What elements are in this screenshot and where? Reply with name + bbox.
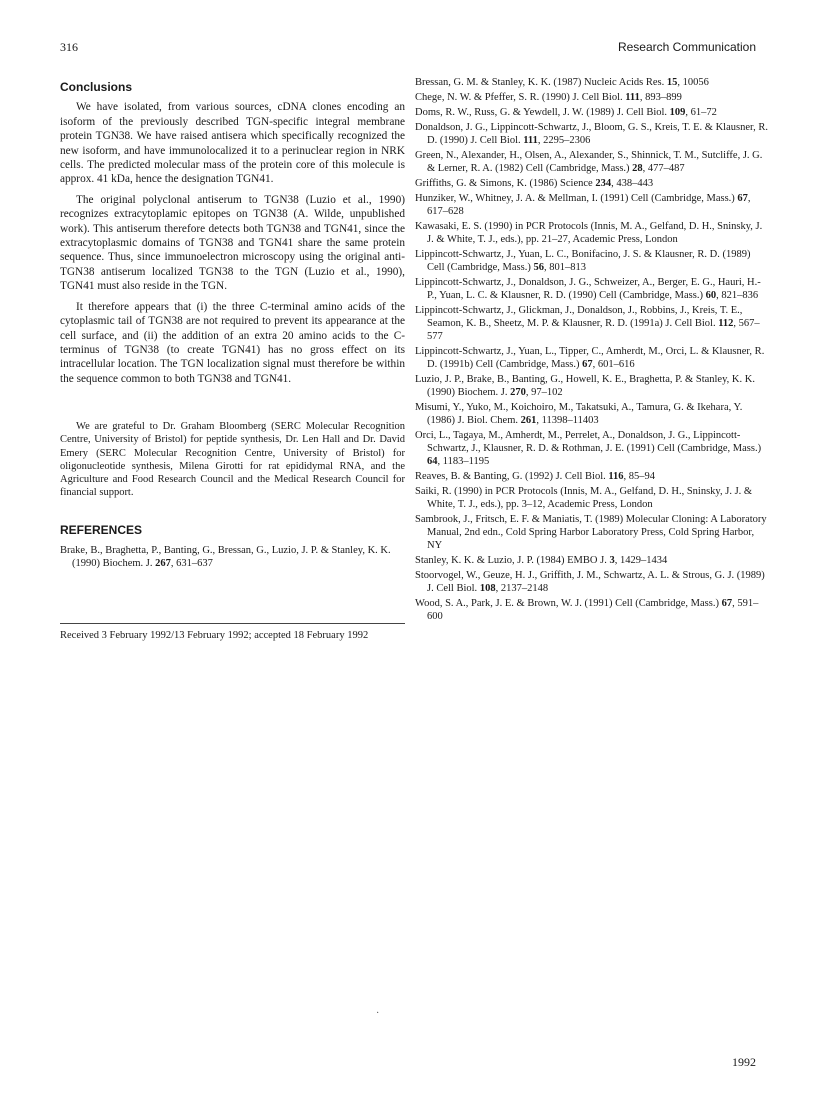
reference-pages: 2137–2148 [500, 583, 549, 594]
reference-text: Green, N., Alexander, H., Olsen, A., Alexander, S., Shinnick, T. M., Sutcliffe, J. G. & Lerner, R. A. (1982) Cell (Cambridge, Mass.) [415, 150, 763, 174]
reference-entry: Luzio, J. P., Brake, B., Banting, G., Howell, K. E., Braghetta, P. & Stanley, K. K. (1990) Biochem. J. 270, 97–102 [415, 374, 755, 398]
reference-entry: Griffiths, G. & Simons, K. (1986) Science 234, 438–443 [415, 178, 654, 189]
reference-text: Bressan, G. M. & Stanley, K. K. (1987) Nucleic Acids Res. [415, 77, 665, 88]
reference-pages: 1429–1434 [619, 555, 668, 566]
stray-mark: · [376, 1008, 380, 1019]
conclusions-heading: Conclusions [60, 80, 133, 94]
references-left [60, 544, 405, 570]
reference-volume: 56 [533, 262, 544, 273]
reference-entry: Orci, L., Tagaya, M., Amherdt, M., Perrelet, A., Donaldson, J. G., Lippincott-Schwartz, J., Klausner, R. D. & Rothman, J. E. (1991) Cell (Cambridge, Mass.) 64, 1183–1195 [415, 430, 762, 467]
reference-volume: 15 [666, 77, 678, 88]
reference-volume: 64 [427, 456, 438, 467]
reference-text: Griffiths, G. & Simons, K. (1986) Science [415, 178, 593, 189]
reference-pages: 85–94 [628, 471, 656, 482]
reference-entry [415, 513, 770, 552]
reference-entry: Wood, S. A., Park, J. E. & Brown, W. J. (1991) Cell (Cambridge, Mass.) 67, 591–600 [415, 598, 759, 622]
reference-pages: 601–616 [597, 359, 635, 370]
reference-entry: Lippincott-Schwartz, J., Yuan, L. C., Bonifacino, J. S. & Klausner, R. D. (1989) Cell (Cambridge, Mass.) 56, 801–813 [415, 249, 751, 273]
reference-entry: Stoorvogel, W., Geuze, H. J., Griffith, J. M., Schwartz, A. L. & Strous, G. J. (1989) J. Cell Biol. 108, 2137–2148 [415, 570, 765, 594]
reference-pages: 1183–1195 [442, 456, 490, 467]
reference-entry [415, 485, 770, 511]
footer-year: 1992 [732, 1055, 756, 1069]
reference-pages: 2295–2306 [543, 135, 591, 146]
reference-entry: Lippincott-Schwartz, J., Glickman, J., Donaldson, J., Robbins, J., Kreis, T. E., Seamon, K. B., Sheetz, M. P. & Klausner, R. D. (1991a) J. Cell Biol. 112, 567–577 [415, 305, 760, 342]
references-heading: REFERENCES [60, 523, 143, 538]
reference-volume: 234 [595, 178, 612, 189]
reference-volume: 3 [609, 555, 615, 566]
acknowledgement: We are grateful to Dr. Graham Bloomberg (SERC Molecular Recognition Centre, University of Bristol) for peptide synthesis, Dr. Len Hall and Dr. David Emery (SERC Molecular Recognition Centre, University of Bristol) for oligonucleotide synthesis, Milena Girotti for rat epididymal RNA, and the Agriculture and Food Research Council and the Medical Research Council for financial support. [60, 421, 405, 499]
reference-pages: 821–836 [721, 290, 759, 301]
reference-entry: Donaldson, J. G., Lippincott-Schwartz, J., Bloom, G. S., Kreis, T. E. & Klausner, R. D. (1990) J. Cell Biol. 111, 2295–2306 [415, 122, 768, 146]
reference-text: Lippincott-Schwartz, J., Yuan, L. C., Bonifacino, J. S. & Klausner, R. D. (1989) Cell (Cambridge, Mass.) [415, 249, 751, 273]
conclusions-paragraph-2: The original polyclonal antiserum to TGN38 (Luzio et al., 1990) recognizes extracytoplamic epitopes on TGN38 (A. Wilde, unpublished work). This antiserum therefore detects both TGN38 and TGN41, since the extracytoplasmic domains of TGN38 and TGN41 share the same protein sequence. Thus, since immunoelectron microscopy using the original anti-TGN38 antiserum localized TGN38 to the TGN (Luzio et al., 1990), TGN41 must also reside in the TGN. [60, 193, 405, 293]
reference-volume: 108 [479, 583, 496, 594]
conclusions-paragraph-3: It therefore appears that (i) the three C-terminal amino acids of the cytoplasmic tail of TGN38 are not required to prevent its appearance at the cell surface, and (ii) the addition of an extra 20 amino acids to the C-terminus of TGN38 (to create TGN41) has no gross effect on its intracellular location. The TGN localization signal must therefore be within the sequence common to both TGN38 and TGN41. [60, 300, 405, 385]
running-title: Research Communication [617, 40, 756, 54]
reference-volume: 67 [721, 598, 733, 609]
reference-volume: 67 [582, 359, 593, 370]
reference-entry: Lippincott-Schwartz, J., Yuan, L., Tipper, C., Amherdt, M., Orci, L. & Klausner, R. D. (1991b) Cell (Cambridge, Mass.) 67, 601–616 [415, 346, 765, 370]
reference-text: Hunziker, W., Whitney, J. A. & Mellman, I. (1991) Cell (Cambridge, Mass.) [415, 193, 735, 204]
reference-pages: 438–443 [616, 178, 654, 189]
reference-pages: 567–577 [427, 318, 760, 342]
divider [60, 623, 405, 624]
reference-entry: Hunziker, W., Whitney, J. A. & Mellman, I. (1991) Cell (Cambridge, Mass.) 67, 617–628 [415, 193, 751, 217]
reference-text: Lippincott-Schwartz, J., Donaldson, J. G., Schweizer, A., Berger, E. G., Hauri, H.-P., Yuan, L. C. & Klausner, R. D. (1990) Cell (Cambridge, Mass.) [415, 277, 761, 301]
references-right [415, 76, 770, 623]
reference-text: Saiki, R. (1990) in PCR Protocols (Innis, M. A., Gelfand, D. H., Sninsky, J. J. & White, T. J., eds.), pp. 3–12, Academic Press, London [415, 486, 753, 510]
reference-text: Kawasaki, E. S. (1990) in PCR Protocols (Innis, M. A., Gelfand, D. H., Sninsky, J. J. & White, T. J., eds.), pp. 21–27, Academic Press, London [415, 221, 763, 245]
reference-volume: 28 [632, 163, 643, 174]
reference-text: Orci, L., Tagaya, M., Amherdt, M., Perrelet, A., Donaldson, J. G., Lippincott-Schwartz, J., Klausner, R. D. & Rothman, J. E. (1991) Cell (Cambridge, Mass.) [415, 430, 762, 454]
reference-pages: 801–813 [549, 262, 586, 273]
reference-entry: Green, N., Alexander, H., Olsen, A., Alexander, S., Shinnick, T. M., Sutcliffe, J. G. & Lerner, R. A. (1982) Cell (Cambridge, Mass.) 28, 477–487 [415, 150, 763, 174]
reference-volume: 112 [718, 318, 734, 329]
reference-volume: 111 [625, 92, 640, 103]
reference-entry: Reaves, B. & Banting, G. (1992) J. Cell Biol. 116, 85–94 [415, 471, 656, 482]
reference-volume: 67 [737, 193, 748, 204]
page-number: 316 [60, 40, 78, 54]
reference-text: Lippincott-Schwartz, J., Yuan, L., Tipper, C., Amherdt, M., Orci, L. & Klausner, R. D. (1991b) Cell (Cambridge, Mass.) [415, 346, 765, 370]
reference-text: Stanley, K. K. & Luzio, J. P. (1984) EMBO J. [415, 555, 607, 566]
reference-volume: 109 [669, 107, 686, 118]
reference-text: Chege, N. W. & Pfeffer, S. R. (1990) J. Cell Biol. [415, 92, 623, 103]
reference-text: Sambrook, J., Fritsch, E. F. & Maniatis, T. (1989) Molecular Cloning: A Laboratory Manual, 2nd edn., Cold Spring Harbor Laboratory Press, Cold Spring Harbor, NY [415, 514, 767, 551]
reference-text: Doms, R. W., Russ, G. & Yewdell, J. W. (1989) J. Cell Biol. [415, 107, 668, 118]
reference-entry: Misumi, Y., Yuko, M., Koichoiro, M., Takatsuki, A., Tamura, G. & Ikehara, Y. (1986) J. Biol. Chem. 261, 11398–11403 [415, 402, 743, 426]
reference-pages: 61–72 [690, 107, 717, 118]
reference-text: Lippincott-Schwartz, J., Glickman, J., Donaldson, J., Robbins, J., Kreis, T. E., Seamon, K. B., Sheetz, M. P. & Klausner, R. D. (1991a) J. Cell Biol. [415, 305, 743, 329]
reference-pages: 11398–11403 [541, 415, 599, 426]
reference-entry: Lippincott-Schwartz, J., Donaldson, J. G., Schweizer, A., Berger, E. G., Hauri, H.-P., Yuan, L. C. & Klausner, R. D. (1990) Cell (Cambridge, Mass.) 60, 821–836 [415, 277, 761, 301]
reference-volume: 270 [510, 387, 526, 398]
reference-entry: Doms, R. W., Russ, G. & Yewdell, J. W. (1989) J. Cell Biol. 109, 61–72 [415, 107, 717, 118]
reference-text: Donaldson, J. G., Lippincott-Schwartz, J., Bloom, G. S., Kreis, T. E. & Klausner, R. D. (1990) J. Cell Biol. [415, 122, 768, 146]
right-column [415, 76, 770, 625]
reference-text: Luzio, J. P., Brake, B., Banting, G., Howell, K. E., Braghetta, P. & Stanley, K. K. (1990) Biochem. J. [415, 374, 755, 398]
reference-pages: 631–637 [176, 557, 213, 569]
reference-volume: 60 [705, 290, 717, 301]
reference-text: Reaves, B. & Banting, G. (1992) J. Cell Biol. [415, 471, 606, 482]
reference-volume: 267 [155, 557, 171, 569]
reference-volume: 111 [523, 135, 538, 146]
reference-entry: Chege, N. W. & Pfeffer, S. R. (1990) J. Cell Biol. 111, 893–899 [415, 92, 682, 103]
reference-text: Brake, B., Braghetta, P., Banting, G., Bressan, G., Luzio, J. P. & Stanley, K. K. (1990) Biochem. J. [60, 544, 391, 569]
left-column [60, 76, 405, 572]
reference-text: Stoorvogel, W., Geuze, H. J., Griffith, J. M., Schwartz, A. L. & Strous, G. J. (1989) J. Cell Biol. [415, 570, 765, 594]
reference-volume: 116 [608, 471, 624, 482]
reference-pages: 10056 [682, 77, 709, 88]
reference-pages: 591–600 [427, 598, 759, 622]
reference-entry: Stanley, K. K. & Luzio, J. P. (1984) EMBO J. 3, 1429–1434 [415, 555, 668, 566]
reference-pages: 97–102 [531, 387, 563, 398]
reference-pages: 477–487 [647, 163, 685, 174]
reference-pages: 893–899 [645, 92, 682, 103]
reference-entry: Brake, B., Braghetta, P., Banting, G., Bressan, G., Luzio, J. P. & Stanley, K. K. (1990) Biochem. J. 267, 631–637 [60, 544, 391, 569]
received-dates: Received 3 February 1992/13 February 1992; accepted 18 February 1992 [60, 630, 369, 641]
conclusions-paragraph-1: We have isolated, from various sources, cDNA clones encoding an isoform of the previously described TGN-specific integral membrane protein TGN38. We have raised antisera which specifically recognized the new isoform, and have immunolocalized it to a perinuclear region in NRK cells. The predicted molecular mass of the protein core of this molecule is approx. 41 kDa, hence the designation TGN41. [60, 101, 405, 186]
reference-volume: 261 [520, 415, 537, 426]
reference-text: Wood, S. A., Park, J. E. & Brown, W. J. (1991) Cell (Cambridge, Mass.) [415, 598, 719, 609]
reference-entry [415, 220, 770, 246]
reference-text: Misumi, Y., Yuko, M., Koichoiro, M., Takatsuki, A., Tamura, G. & Ikehara, Y. (1986) J. Biol. Chem. [415, 402, 743, 426]
reference-pages: 617–628 [427, 206, 464, 217]
reference-entry: Bressan, G. M. & Stanley, K. K. (1987) Nucleic Acids Res. 15, 10056 [415, 77, 709, 88]
